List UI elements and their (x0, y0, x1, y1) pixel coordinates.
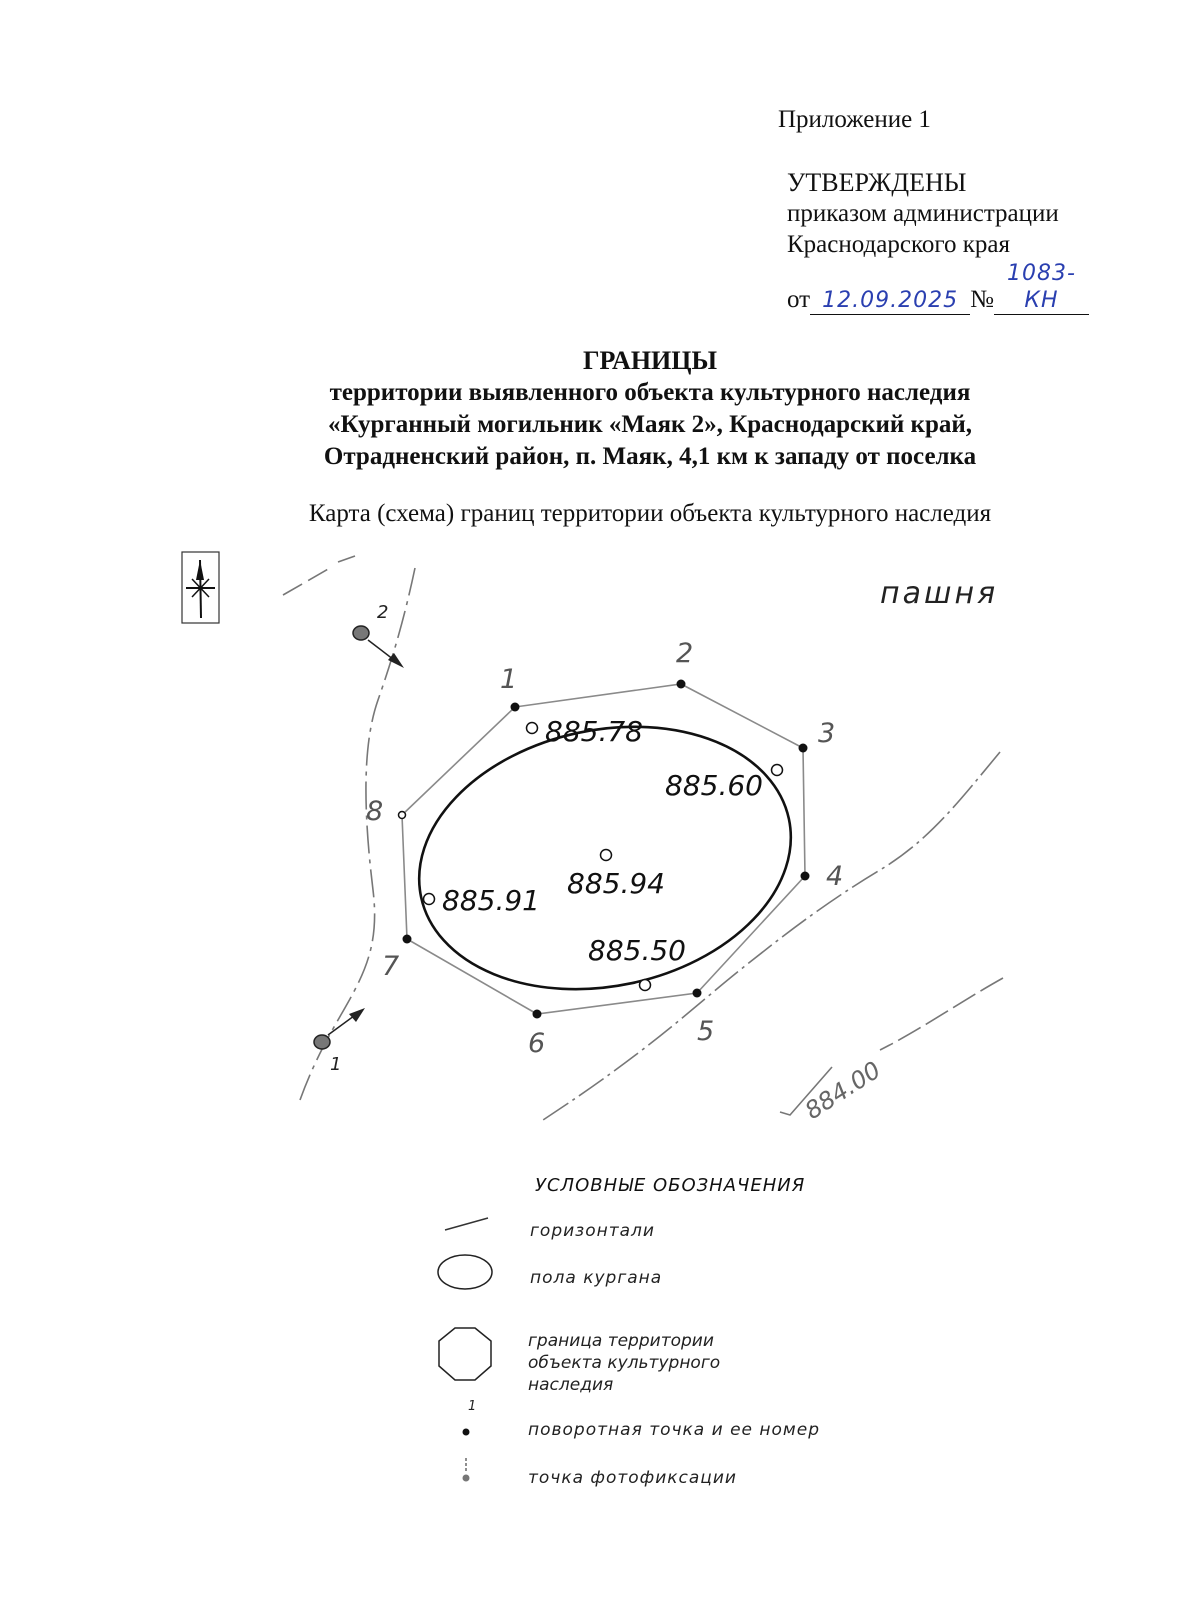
approval-date: 12.09.2025 (822, 288, 959, 313)
title-line1: ГРАНИЦЫ (582, 346, 718, 375)
legend-contours: горизонтали (530, 1221, 655, 1241)
photo-point-symbol (463, 1475, 470, 1482)
turning-point (533, 1010, 542, 1019)
photo-point-2 (353, 602, 404, 668)
point-number-8: 8 (366, 796, 384, 827)
point-number-2: 2 (676, 638, 694, 669)
from-prefix: от (787, 286, 811, 313)
legend-point-number: 1 (468, 1399, 477, 1414)
legend-boundary-l1: граница территории (528, 1331, 714, 1351)
legend-boundary-l2: объекта культурного (528, 1353, 721, 1373)
turning-point (399, 812, 406, 819)
elevation-label: 885.60 (665, 769, 763, 802)
ellipse-symbol (438, 1255, 492, 1289)
north-arrow-icon (182, 552, 219, 623)
approval-block (787, 167, 1089, 315)
title-line2: территории выявленного объекта культурного наследия (329, 379, 971, 406)
approval-number: 1083-КН (1007, 261, 1076, 313)
document-title (0, 345, 1200, 473)
point-number-6: 6 (528, 1028, 546, 1059)
date-field (810, 287, 970, 315)
turning-point (511, 703, 520, 712)
number-field (994, 260, 1089, 315)
elevation-label: 885.50 (588, 934, 686, 967)
approved-caps: УТВЕРЖДЕНЫ (787, 168, 967, 197)
legend-mound-base: пола кургана (530, 1268, 663, 1288)
point-number-3: 3 (818, 718, 836, 749)
legend-symbols (420, 1210, 540, 1510)
turning-point (693, 989, 702, 998)
turning-point (799, 744, 808, 753)
elevation-label: 885.94 (567, 867, 665, 900)
number-prefix: № (970, 286, 994, 313)
legend-photo-point: точка фотофиксации (528, 1468, 737, 1488)
octagon-symbol (439, 1328, 491, 1380)
turning-point (677, 680, 686, 689)
map-subtitle: Карта (схема) границ территории объекта культурного наследия (308, 500, 992, 527)
point-number-4: 4 (826, 861, 844, 892)
photo-point-number: 2 (377, 602, 389, 623)
contour-lines (283, 556, 1003, 1122)
elevation-label: 885.91 (442, 884, 540, 917)
appendix-label: Приложение 1 (778, 106, 931, 133)
point-number-7: 7 (382, 951, 400, 982)
legend-boundary (528, 1330, 720, 1396)
turning-point-symbol (463, 1429, 470, 1436)
contour-label: 884.00 (800, 1055, 886, 1126)
legend-boundary-l3: наследия (528, 1375, 614, 1395)
approval-date-line (787, 260, 1089, 315)
elevation-label: 885.78 (545, 715, 643, 748)
land-label: пашня (880, 576, 999, 611)
turning-point (801, 872, 810, 881)
point-number-5: 5 (697, 1016, 715, 1047)
site-map (0, 540, 1200, 1130)
title-line4: Отрадненский район, п. Маяк, 4,1 км к западу от поселка (323, 443, 977, 470)
photo-point-number: 1 (330, 1054, 342, 1075)
title-line3: «Курганный могильник «Маяк 2», Краснодарский край, (327, 411, 973, 438)
legend-title: УСЛОВНЫЕ ОБОЗНАЧЕНИЯ (535, 1175, 806, 1196)
approved-line3: Краснодарского края (787, 231, 1010, 258)
contour-symbol (445, 1218, 488, 1230)
turning-point (403, 935, 412, 944)
legend-turning-point: поворотная точка и ее номер (528, 1420, 820, 1440)
point-number-1: 1 (500, 664, 518, 695)
approved-line2: приказом администрации (787, 200, 1059, 227)
